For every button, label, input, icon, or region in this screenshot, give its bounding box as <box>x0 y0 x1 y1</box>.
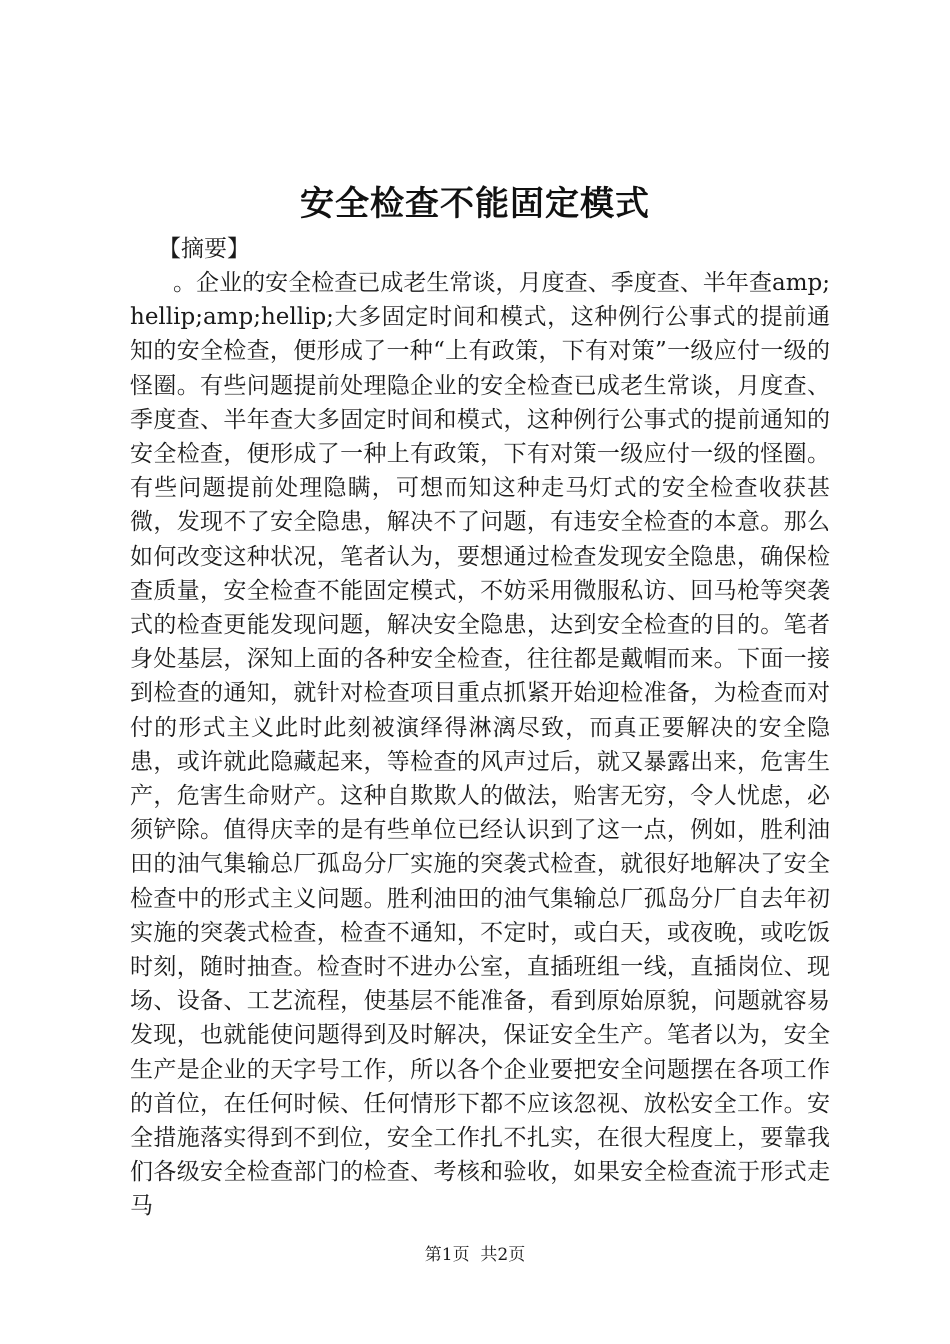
page-number-total: 共2页 <box>480 1245 526 1265</box>
abstract-label: 【摘要】 <box>158 236 250 262</box>
page-footer <box>0 1243 950 1267</box>
document-title: 安全检查不能固定模式 <box>300 184 650 224</box>
body-paragraph: 。企业的安全检查已成老生常谈，月度查、季度查、半年查amp;hellip;amp;hellip;大多固定时间和模式，这种例行公事式的提前通知的安全检查，便形成了一种“上有政策，下有对策”一级应付一级的怪圈。有些问题提前处理隐企业的安全检查已成老生常谈，月度查、季度查、半年查大多固定时间和模式，这种例行公事式的提前通知的安全检查，便形成了一种上有政策，下有对策一级应付一级的怪圈。有些问题提前处理隐瞒，可想而知这种走马灯式的安全检查收获甚微，发现不了安全隐患，解决不了问题，有违安全检查的本意。那么如何改变这种状况，笔者认为，要想通过检查发现安全隐患，确保检查质量，安全检查不能固定模式，不妨采用微服私访、回马枪等突袭式的检查更能发现问题，解决安全隐患，达到安全检查的目的。笔者身处基层，深知上面的各种安全检查，往往都是戴帽而来。下面一接到检查的通知，就针对检查项目重点抓紧开始迎检准备，为检查而对付的形式主义此时此刻被演绎得淋漓尽致，而真正要解决的安全隐患，或许就此隐藏起来，等检查的风声过后，就又暴露出来，危害生产，危害生命财产。这种自欺欺人的做法，贻害无穷，令人忧虑，必须铲除。值得庆幸的是有些单位已经认识到了这一点，例如，胜利油田的油气集输总厂孤岛分厂实施的突袭式检查，就很好地解决了安全检查中的形式主义问题。胜利油田的油气集输总厂孤岛分厂自去年初实施的突袭式检查，检查不通知，不定时，或白天，或夜晚，或吃饭时刻，随时抽查。检查时不进办公室，直插班组一线，直插岗位、现场、设备、工艺流程，使基层不能准备，看到原始原貌，问题就容易发现，也就能使问题得到及时解决，保证安全生产。笔者以为，安全生产是企业的天字号工作，所以各个企业要把安全问题摆在各项工作的首位，在任何时候、任何情形下都不应该忽视、放松安全工作。安全措施落实得到不到位，安全工作扎不扎实，在很大程度上，要靠我们各级安全检查部门的检查、考核和验收，如果安全检查流于形式走马 <box>130 270 830 1220</box>
footer-separator <box>470 1245 481 1265</box>
page-number-current: 第1页 <box>424 1245 470 1265</box>
